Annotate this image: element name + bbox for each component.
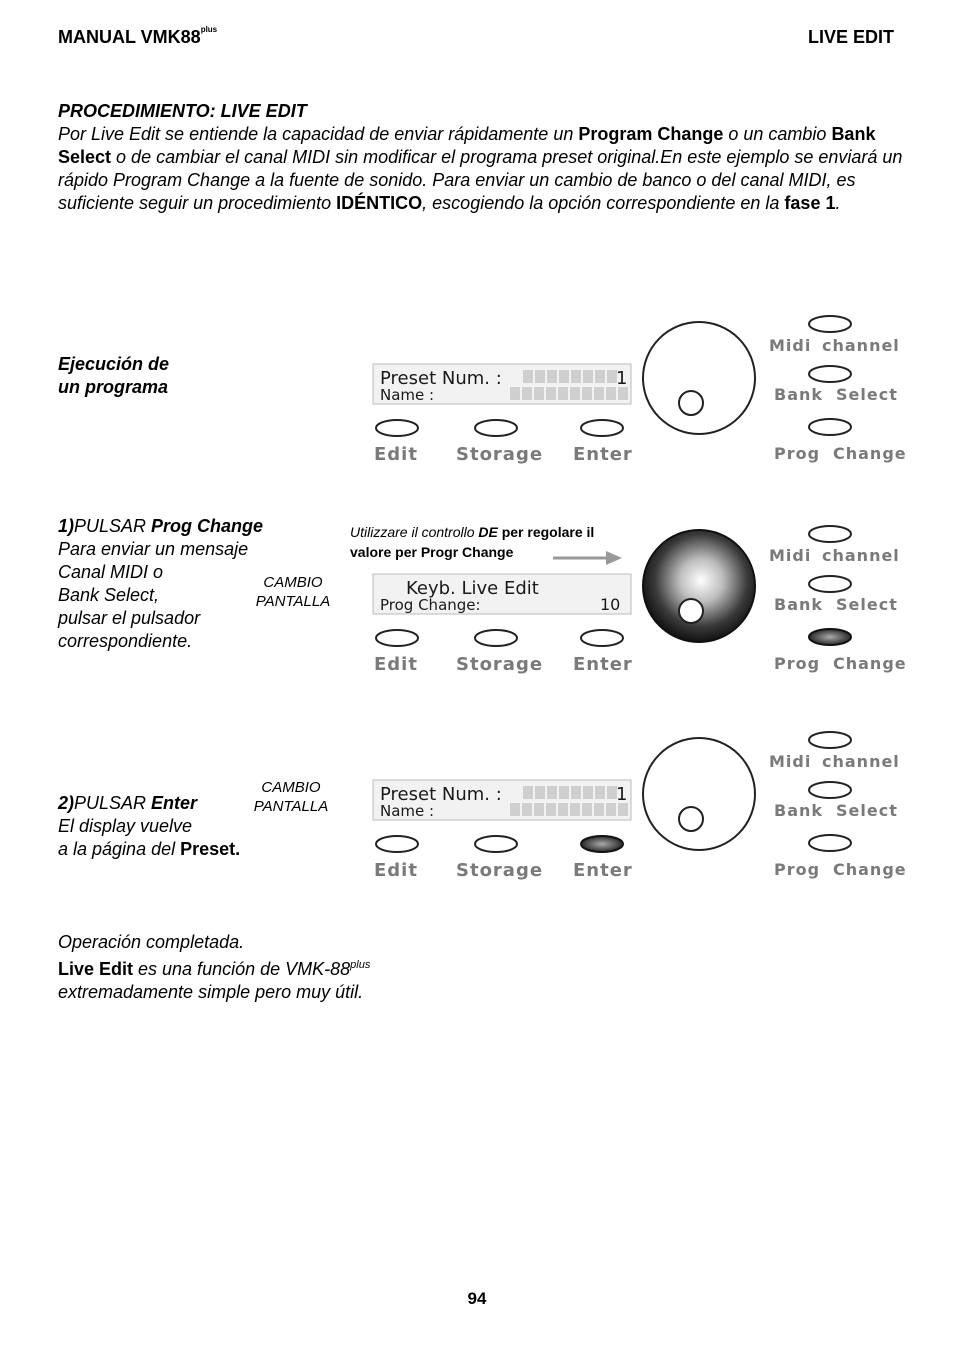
edit-label: Edit [374,860,418,881]
channel-label: channel [822,336,900,355]
lcd-value: 10 [600,595,621,614]
procedure-title: PROCEDIMIENTO: LIVE EDIT [58,101,307,121]
prog-label: Prog [774,860,821,879]
bank-label: Bank [774,801,824,820]
page-number: 94 [467,1289,487,1308]
lcd-line1: Preset Num. : [380,368,502,389]
prog-label: Prog [774,654,821,673]
lcd-line1: Preset Num. : [380,784,502,805]
edit-label: Edit [374,444,418,465]
step2-text: 2)PULSAR Enter El display vuelve a la página del Preset. [58,793,241,859]
select-label: Select [836,801,898,820]
edit-button[interactable] [376,420,418,436]
header-manual-title: MANUAL $VMK88^{plus}$ [58,25,218,47]
header-section-title: LIVE EDIT [807,27,894,47]
bank-select-button[interactable] [809,782,851,798]
edit-button[interactable] [376,630,418,646]
storage-button[interactable] [475,836,517,852]
lcd-line1: Keyb. Live Edit [406,578,539,599]
control-panel-2 [360,522,920,702]
lcd-value: 1 [616,368,628,389]
enter-button[interactable] [581,420,623,436]
change-label: Change [833,654,907,673]
intro-paragraph: PROCEDIMIENTO: LIVE EDIT Por Live Edit se entiende la capacidad de enviar rápidamente un Program Change o un cambio Bank Select o de cambiar el canal MIDI sin modificar el programa preset original.En este ejemplo se enviará un rápido Program Change a la fuente de sonido. Para enviar un cambio de banco o del canal MIDI, es suficiente seguir un procedimiento IDÉNTICO, escogiendo la opción correspondiente en la fase 1. [58,100,908,215]
change-label: Change [833,444,907,463]
storage-label: Storage [456,654,544,675]
midi-label: Midi [769,752,812,771]
dial-grip [679,391,703,415]
channel-label: channel [822,752,900,771]
midi-label: Midi [769,336,812,355]
step1-text: 1)PULSAR Prog Change Para enviar un mensaje Canal MIDI o Bank Select, pulsar el pulsador correspondiente. [58,516,264,651]
select-label: Select [836,595,898,614]
edit-label: Edit [374,654,418,675]
change-label: Change [833,860,907,879]
enter-label: Enter [573,860,633,881]
lcd-value: 1 [616,784,628,805]
dial-grip [679,599,703,623]
storage-button[interactable] [475,630,517,646]
storage-label: Storage [456,860,544,881]
lcd-line2: Name : [380,802,435,820]
bank-select-button[interactable] [809,576,851,592]
control-panel-1 [360,312,920,492]
dial-grip [679,807,703,831]
storage-label: Storage [456,444,544,465]
storage-button[interactable] [475,420,517,436]
channel-label: channel [822,546,900,565]
enter-button-pressed[interactable] [581,836,623,852]
arrow-head-icon [606,551,622,565]
bank-select-button[interactable] [809,366,851,382]
data-entry-dial-active[interactable] [643,530,755,642]
bank-label: Bank [774,385,824,404]
step1-note: Utilizzare il controllo DE per regolare il valore per Progr Change [350,524,595,560]
outro-text: Operación completada. Live Edit es una función de VMK-$88^{plus}$ extremadamente simple pero muy útil. [58,932,371,1002]
data-entry-dial[interactable] [643,738,755,850]
select-label: Select [836,385,898,404]
prog-change-button[interactable] [809,835,851,851]
edit-button[interactable] [376,836,418,852]
enter-button[interactable] [581,630,623,646]
step2-cambio-pantalla: CAMBIO PANTALLA [253,779,329,815]
enter-label: Enter [573,444,633,465]
prog-change-button-pressed[interactable] [809,629,851,645]
bank-label: Bank [774,595,824,614]
lcd-line2: Name : [380,386,435,404]
data-entry-dial[interactable] [643,322,755,434]
step1-cambio-pantalla: CAMBIO PANTALLA [255,574,331,610]
control-panel-3 [360,728,920,908]
midi-channel-button[interactable] [809,732,851,748]
midi-channel-button[interactable] [809,526,851,542]
step0-label: Ejecución de un programa [58,354,170,397]
prog-label: Prog [774,444,821,463]
enter-label: Enter [573,654,633,675]
midi-label: Midi [769,546,812,565]
prog-change-button[interactable] [809,419,851,435]
midi-channel-button[interactable] [809,316,851,332]
lcd-line2: Prog Change: [380,596,481,614]
